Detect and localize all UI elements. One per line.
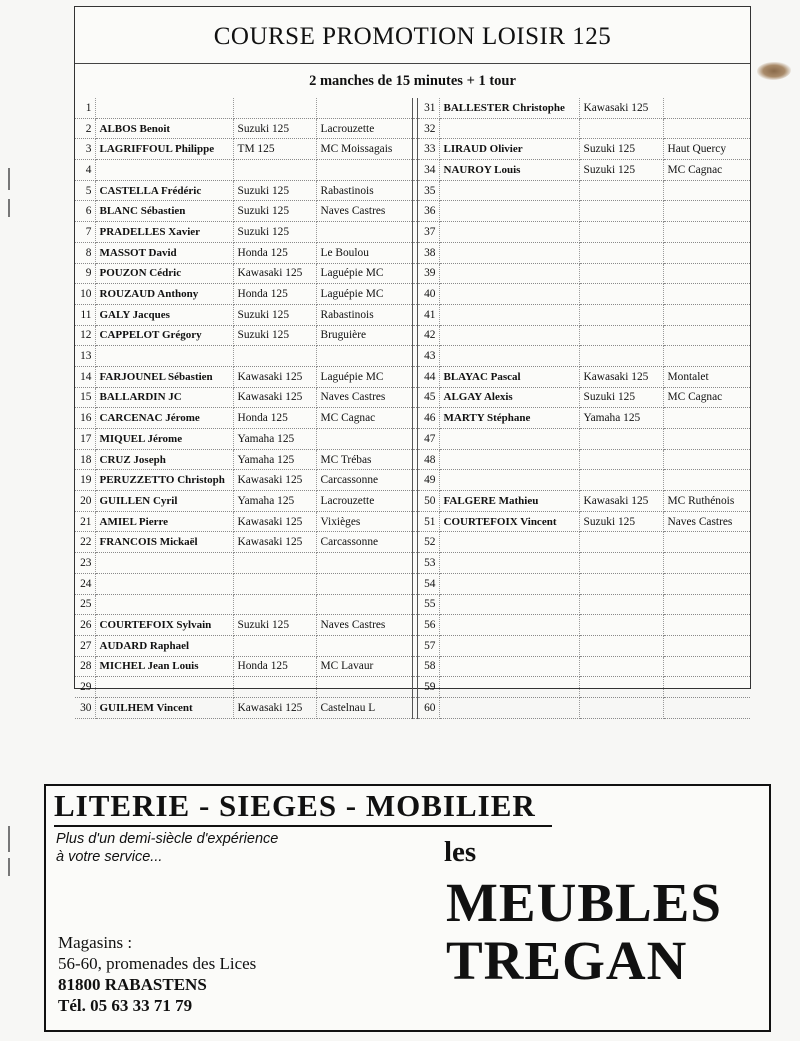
rider-club: Lacrouzette xyxy=(316,491,412,512)
rider-number: 43 xyxy=(417,346,439,367)
entry-row xyxy=(75,635,750,656)
brand-article: les xyxy=(444,836,477,868)
rider-number: 40 xyxy=(417,284,439,305)
brand-line-2: TREGAN xyxy=(446,930,688,991)
rider-name xyxy=(439,304,579,325)
rider-club xyxy=(663,263,750,284)
rider-club xyxy=(663,408,750,429)
entry-list-panel xyxy=(74,6,751,714)
rider-name: CARCENAC Jérome xyxy=(95,408,233,429)
rider-club: Le Boulou xyxy=(316,242,412,263)
rider-number: 58 xyxy=(417,656,439,677)
rider-number: 50 xyxy=(417,491,439,512)
rider-number: 11 xyxy=(75,304,95,325)
rider-club: Carcassonne xyxy=(316,532,412,553)
rider-name xyxy=(439,284,579,305)
rider-name: PRADELLES Xavier xyxy=(95,222,233,243)
rider-name: GUILHEM Vincent xyxy=(95,697,233,718)
rider-name xyxy=(439,222,579,243)
rider-bike: Suzuki 125 xyxy=(233,615,316,636)
rider-club xyxy=(663,697,750,718)
rider-number: 34 xyxy=(417,160,439,181)
rider-club: MC Cagnac xyxy=(663,160,750,181)
store-city: 81800 RABASTENS xyxy=(58,975,207,994)
rider-number: 9 xyxy=(75,263,95,284)
rider-number: 2 xyxy=(75,118,95,139)
rider-name: CAPPELOT Grégory xyxy=(95,325,233,346)
ad-tagline xyxy=(56,830,278,866)
rider-club xyxy=(663,615,750,636)
rider-club xyxy=(316,635,412,656)
rider-bike xyxy=(233,594,316,615)
entry-row xyxy=(75,222,750,243)
rider-number: 28 xyxy=(75,656,95,677)
rider-club xyxy=(663,470,750,491)
rider-number: 27 xyxy=(75,635,95,656)
entry-row xyxy=(75,677,750,698)
rider-name xyxy=(95,573,233,594)
rider-club: MC Cagnac xyxy=(663,387,750,408)
rider-bike: Suzuki 125 xyxy=(579,511,663,532)
binder-hole-mark xyxy=(8,858,10,876)
rider-bike xyxy=(579,449,663,470)
rider-name: BLAYAC Pascal xyxy=(439,366,579,387)
rider-club: MC Lavaur xyxy=(316,656,412,677)
rider-number: 39 xyxy=(417,263,439,284)
rider-name xyxy=(439,263,579,284)
rider-name xyxy=(439,201,579,222)
rider-club: Laguépie MC xyxy=(316,263,412,284)
rider-number: 17 xyxy=(75,429,95,450)
rider-name: ROUZAUD Anthony xyxy=(95,284,233,305)
entry-row xyxy=(75,470,750,491)
rider-number: 32 xyxy=(417,118,439,139)
rider-bike: Kawasaki 125 xyxy=(579,366,663,387)
entry-row xyxy=(75,180,750,201)
rider-bike: Yamaha 125 xyxy=(579,408,663,429)
rider-club xyxy=(316,594,412,615)
entry-row xyxy=(75,201,750,222)
stores-label: Magasins : xyxy=(58,933,133,952)
rider-bike xyxy=(579,222,663,243)
rider-number: 10 xyxy=(75,284,95,305)
rider-club xyxy=(663,573,750,594)
rider-bike xyxy=(579,346,663,367)
rider-club xyxy=(663,242,750,263)
rider-club: MC Ruthénois xyxy=(663,491,750,512)
rider-name xyxy=(439,677,579,698)
store-info xyxy=(58,932,256,1016)
entry-row xyxy=(75,387,750,408)
rider-name xyxy=(95,98,233,118)
rider-number: 12 xyxy=(75,325,95,346)
rider-club: MC Trébas xyxy=(316,449,412,470)
rider-name xyxy=(439,346,579,367)
rider-number: 36 xyxy=(417,201,439,222)
rider-name: AUDARD Raphael xyxy=(95,635,233,656)
rider-bike xyxy=(579,263,663,284)
rider-number: 33 xyxy=(417,139,439,160)
rider-bike: Kawasaki 125 xyxy=(233,366,316,387)
entry-row xyxy=(75,98,750,118)
tagline-line-1: Plus d'un demi-siècle d'expérience xyxy=(56,831,279,847)
rider-number: 44 xyxy=(417,366,439,387)
entry-row xyxy=(75,615,750,636)
entry-rows xyxy=(75,98,750,718)
entry-row xyxy=(75,118,750,139)
rider-bike xyxy=(579,284,663,305)
rider-club: Lacrouzette xyxy=(316,118,412,139)
rider-number: 5 xyxy=(75,180,95,201)
rider-bike: Honda 125 xyxy=(233,242,316,263)
rider-number: 48 xyxy=(417,449,439,470)
rider-bike: Suzuki 125 xyxy=(233,201,316,222)
rider-club xyxy=(663,532,750,553)
rider-name xyxy=(95,594,233,615)
rider-bike xyxy=(233,677,316,698)
rider-club xyxy=(663,118,750,139)
rider-bike xyxy=(233,160,316,181)
rider-number: 51 xyxy=(417,511,439,532)
rider-bike xyxy=(579,553,663,574)
entry-row xyxy=(75,263,750,284)
rider-bike: Kawasaki 125 xyxy=(233,532,316,553)
rider-name: GALY Jacques xyxy=(95,304,233,325)
entry-row xyxy=(75,242,750,263)
headline-underline xyxy=(54,825,552,827)
entry-row xyxy=(75,304,750,325)
rider-bike xyxy=(579,118,663,139)
entry-row xyxy=(75,366,750,387)
rider-number: 26 xyxy=(75,615,95,636)
rider-number: 21 xyxy=(75,511,95,532)
rider-bike: Kawasaki 125 xyxy=(233,387,316,408)
rider-bike xyxy=(579,594,663,615)
rider-bike: Suzuki 125 xyxy=(233,180,316,201)
rider-name: CASTELLA Frédéric xyxy=(95,180,233,201)
rider-club xyxy=(663,180,750,201)
rider-number: 29 xyxy=(75,677,95,698)
rider-name: MICHEL Jean Louis xyxy=(95,656,233,677)
rider-club xyxy=(663,325,750,346)
rider-club xyxy=(316,98,412,118)
rider-number: 54 xyxy=(417,573,439,594)
rider-bike: Kawasaki 125 xyxy=(579,491,663,512)
rider-name: NAUROY Louis xyxy=(439,160,579,181)
rider-bike: Yamaha 125 xyxy=(233,449,316,470)
rider-name: MARTY Stéphane xyxy=(439,408,579,429)
rider-name xyxy=(439,449,579,470)
rider-club: Castelnau L xyxy=(316,697,412,718)
rider-bike: Honda 125 xyxy=(233,408,316,429)
rider-bike xyxy=(579,635,663,656)
rider-bike xyxy=(579,573,663,594)
rider-bike: Suzuki 125 xyxy=(233,304,316,325)
rider-number: 7 xyxy=(75,222,95,243)
rider-name xyxy=(439,118,579,139)
rider-club: Haut Quercy xyxy=(663,139,750,160)
entry-row xyxy=(75,325,750,346)
rider-bike: Honda 125 xyxy=(233,656,316,677)
entry-row xyxy=(75,284,750,305)
rider-number: 6 xyxy=(75,201,95,222)
store-phone: Tél. 05 63 33 71 79 xyxy=(58,996,193,1015)
rider-name: LAGRIFFOUL Philippe xyxy=(95,139,233,160)
rider-name xyxy=(95,160,233,181)
rider-number: 19 xyxy=(75,470,95,491)
rider-number: 4 xyxy=(75,160,95,181)
rider-number: 18 xyxy=(75,449,95,470)
rider-bike: Suzuki 125 xyxy=(579,139,663,160)
rider-number: 3 xyxy=(75,139,95,160)
paper-stain xyxy=(757,62,791,80)
race-title: COURSE PROMOTION LOISIR 125 xyxy=(213,23,612,50)
entry-row xyxy=(75,429,750,450)
rider-name: BALLARDIN JC xyxy=(95,387,233,408)
rider-number: 24 xyxy=(75,573,95,594)
rider-name: FRANCOIS Mickaël xyxy=(95,532,233,553)
entry-row xyxy=(75,408,750,429)
race-format: 2 manches de 15 minutes + 1 tour xyxy=(309,73,516,89)
store-address: 56-60, promenades des Lices xyxy=(58,954,257,973)
rider-bike xyxy=(579,532,663,553)
rider-name: BLANC Sébastien xyxy=(95,201,233,222)
rider-name xyxy=(439,594,579,615)
rider-club: Carcassonne xyxy=(316,470,412,491)
rider-club xyxy=(316,429,412,450)
rider-club xyxy=(663,201,750,222)
rider-club xyxy=(663,346,750,367)
rider-bike: Honda 125 xyxy=(233,284,316,305)
ad-headline: LITERIE - SIEGES - MOBILIER xyxy=(54,788,536,823)
entry-row xyxy=(75,160,750,181)
binder-hole-mark xyxy=(8,199,10,217)
rider-name: FALGERE Mathieu xyxy=(439,491,579,512)
rider-club: Rabastinois xyxy=(316,304,412,325)
rider-club xyxy=(663,284,750,305)
rider-bike: TM 125 xyxy=(233,139,316,160)
rider-name: ALGAY Alexis xyxy=(439,387,579,408)
rider-name xyxy=(439,180,579,201)
rider-number: 8 xyxy=(75,242,95,263)
rider-club xyxy=(663,553,750,574)
rider-bike: Suzuki 125 xyxy=(233,325,316,346)
rider-number: 37 xyxy=(417,222,439,243)
entry-row xyxy=(75,573,750,594)
rider-club xyxy=(663,222,750,243)
rider-number: 1 xyxy=(75,98,95,118)
rider-club: Bruguière xyxy=(316,325,412,346)
rider-name: FARJOUNEL Sébastien xyxy=(95,366,233,387)
rider-name: POUZON Cédric xyxy=(95,263,233,284)
rider-name: BALLESTER Christophe xyxy=(439,98,579,118)
rider-name xyxy=(439,325,579,346)
rider-club xyxy=(316,553,412,574)
rider-number: 41 xyxy=(417,304,439,325)
rider-name xyxy=(439,532,579,553)
advertisement xyxy=(44,784,771,1032)
rider-club: Vixièges xyxy=(316,511,412,532)
rider-bike xyxy=(579,201,663,222)
rider-name: MIQUEL Jérome xyxy=(95,429,233,450)
rider-name xyxy=(439,573,579,594)
rider-bike: Kawasaki 125 xyxy=(579,98,663,118)
rider-bike xyxy=(233,573,316,594)
rider-number: 14 xyxy=(75,366,95,387)
rider-bike xyxy=(579,242,663,263)
rider-club xyxy=(663,304,750,325)
rider-number: 49 xyxy=(417,470,439,491)
rider-name: COURTEFOIX Sylvain xyxy=(95,615,233,636)
rider-name: LIRAUD Olivier xyxy=(439,139,579,160)
rider-club: Naves Castres xyxy=(316,615,412,636)
rider-bike: Kawasaki 125 xyxy=(233,697,316,718)
rider-name: AMIEL Pierre xyxy=(95,511,233,532)
title-divider xyxy=(75,63,750,64)
entry-row xyxy=(75,449,750,470)
binder-hole-mark xyxy=(8,168,10,190)
rider-number: 47 xyxy=(417,429,439,450)
rider-club xyxy=(316,677,412,698)
rider-club: MC Cagnac xyxy=(316,408,412,429)
rider-name: PERUZZETTO Christoph xyxy=(95,470,233,491)
rider-club xyxy=(316,573,412,594)
rider-name xyxy=(439,656,579,677)
rider-number: 23 xyxy=(75,553,95,574)
rider-number: 57 xyxy=(417,635,439,656)
rider-number: 31 xyxy=(417,98,439,118)
rider-club xyxy=(663,594,750,615)
entry-table xyxy=(75,98,750,719)
rider-club xyxy=(663,677,750,698)
rider-club xyxy=(663,429,750,450)
rider-bike: Suzuki 125 xyxy=(233,222,316,243)
rider-club xyxy=(316,346,412,367)
rider-bike xyxy=(233,98,316,118)
rider-club: Naves Castres xyxy=(663,511,750,532)
rider-name: COURTEFOIX Vincent xyxy=(439,511,579,532)
entry-row xyxy=(75,697,750,718)
entry-row xyxy=(75,656,750,677)
rider-club xyxy=(316,160,412,181)
entry-row xyxy=(75,346,750,367)
brand-line-1: MEUBLES xyxy=(446,872,722,933)
rider-number: 16 xyxy=(75,408,95,429)
rider-club xyxy=(663,449,750,470)
rider-name xyxy=(439,635,579,656)
rider-name xyxy=(95,553,233,574)
rider-number: 15 xyxy=(75,387,95,408)
rider-bike xyxy=(233,635,316,656)
rider-club: Naves Castres xyxy=(316,387,412,408)
rider-bike xyxy=(579,470,663,491)
rider-bike: Suzuki 125 xyxy=(579,387,663,408)
rider-name xyxy=(439,615,579,636)
rider-number: 30 xyxy=(75,697,95,718)
entry-row xyxy=(75,491,750,512)
rider-club: Naves Castres xyxy=(316,201,412,222)
rider-bike: Yamaha 125 xyxy=(233,491,316,512)
rider-number: 52 xyxy=(417,532,439,553)
rider-bike xyxy=(579,697,663,718)
rider-name: CRUZ Joseph xyxy=(95,449,233,470)
rider-number: 59 xyxy=(417,677,439,698)
rider-club: MC Moissagais xyxy=(316,139,412,160)
rider-number: 42 xyxy=(417,325,439,346)
rider-number: 22 xyxy=(75,532,95,553)
rider-name xyxy=(95,346,233,367)
rider-name: ALBOS Benoit xyxy=(95,118,233,139)
entry-row xyxy=(75,139,750,160)
binder-hole-mark xyxy=(8,826,10,852)
rider-bike xyxy=(233,346,316,367)
entry-row xyxy=(75,511,750,532)
rider-bike: Suzuki 125 xyxy=(233,118,316,139)
rider-number: 60 xyxy=(417,697,439,718)
rider-bike xyxy=(579,656,663,677)
rider-bike xyxy=(579,180,663,201)
rider-bike xyxy=(579,429,663,450)
rider-bike: Kawasaki 125 xyxy=(233,511,316,532)
rider-number: 38 xyxy=(417,242,439,263)
entry-row xyxy=(75,594,750,615)
rider-number: 20 xyxy=(75,491,95,512)
rider-club xyxy=(316,222,412,243)
rider-name: MASSOT David xyxy=(95,242,233,263)
rider-number: 13 xyxy=(75,346,95,367)
rider-name xyxy=(439,429,579,450)
rider-number: 56 xyxy=(417,615,439,636)
rider-club xyxy=(663,635,750,656)
rider-number: 55 xyxy=(417,594,439,615)
rider-bike: Yamaha 125 xyxy=(233,429,316,450)
rider-club: Montalet xyxy=(663,366,750,387)
rider-name: GUILLEN Cyril xyxy=(95,491,233,512)
rider-bike xyxy=(233,553,316,574)
rider-name xyxy=(439,470,579,491)
rider-name xyxy=(439,697,579,718)
rider-number: 46 xyxy=(417,408,439,429)
rider-club: Laguépie MC xyxy=(316,284,412,305)
rider-number: 53 xyxy=(417,553,439,574)
rider-number: 25 xyxy=(75,594,95,615)
rider-club: Laguépie MC xyxy=(316,366,412,387)
rider-bike xyxy=(579,615,663,636)
entry-row xyxy=(75,532,750,553)
rider-number: 45 xyxy=(417,387,439,408)
rider-club xyxy=(663,656,750,677)
rider-number: 35 xyxy=(417,180,439,201)
brand-name xyxy=(446,874,722,990)
rider-name xyxy=(95,677,233,698)
rider-bike xyxy=(579,325,663,346)
rider-bike xyxy=(579,304,663,325)
tagline-line-2: à votre service... xyxy=(56,849,163,865)
rider-bike: Kawasaki 125 xyxy=(233,470,316,491)
rider-name xyxy=(439,242,579,263)
rider-name xyxy=(439,553,579,574)
rider-club xyxy=(663,98,750,118)
entry-row xyxy=(75,553,750,574)
rider-club: Rabastinois xyxy=(316,180,412,201)
rider-bike: Kawasaki 125 xyxy=(233,263,316,284)
rider-bike: Suzuki 125 xyxy=(579,160,663,181)
rider-bike xyxy=(579,677,663,698)
